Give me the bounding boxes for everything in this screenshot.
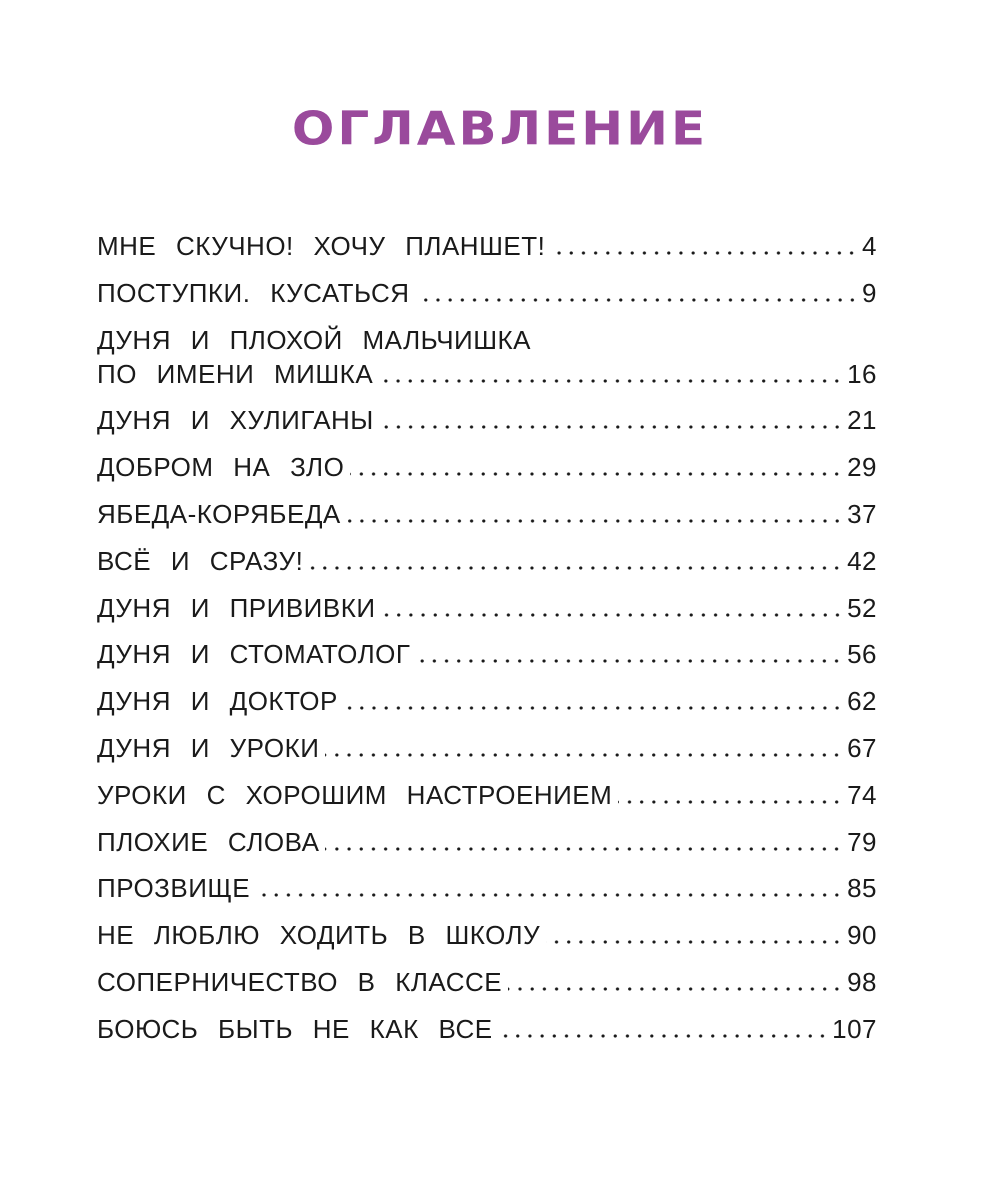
dot-leader (379, 379, 843, 383)
toc-entry[interactable] (97, 921, 877, 950)
dot-leader (325, 847, 843, 851)
toc-entry-title: ПРОЗВИЩЕ (97, 873, 251, 904)
toc-page-number: 37 (847, 498, 877, 529)
toc-entry-title: ПЛОХИЕ СЛОВА (97, 826, 320, 857)
toc-page-number: 79 (847, 826, 877, 857)
toc-page-number: 9 (862, 277, 877, 308)
toc-entry-title: ПОСТУПКИ. КУСАТЬСЯ (97, 277, 410, 308)
toc-entry[interactable] (97, 828, 877, 857)
dot-leader (551, 251, 858, 255)
toc-entry-title: НЕ ЛЮБЛЮ ХОДИТЬ В ШКОЛУ (97, 920, 541, 951)
toc-page-number: 42 (847, 545, 877, 576)
dot-leader (508, 987, 843, 991)
toc-entry[interactable] (97, 326, 877, 389)
dot-leader (416, 298, 858, 302)
dot-leader (499, 1034, 829, 1038)
dot-leader (382, 613, 844, 617)
toc-entry-title-line1: ДУНЯ И ПЛОХОЙ МАЛЬЧИШКА (97, 324, 532, 355)
dot-leader (618, 800, 843, 804)
dot-leader (344, 706, 843, 710)
toc-page-number: 67 (847, 732, 877, 763)
toc-page-number: 74 (847, 779, 877, 810)
toc-page-number: 62 (847, 686, 877, 717)
toc-entry-title: БОЮСЬ БЫТЬ НЕ КАК ВСЕ (97, 1013, 493, 1044)
toc-page-number: 107 (832, 1013, 877, 1044)
toc-page-number: 56 (847, 639, 877, 670)
dot-leader (256, 893, 843, 897)
toc-entry[interactable] (97, 232, 877, 261)
toc-page-number: 21 (847, 405, 877, 436)
toc-page-number: 98 (847, 966, 877, 997)
toc-entry[interactable] (97, 687, 877, 716)
toc-entry[interactable] (97, 1015, 877, 1044)
toc-page-number: 4 (862, 231, 877, 261)
toc-entry-title: ДУНЯ И ДОКТОР (97, 686, 338, 717)
page-title: ОГЛАВЛЕНИЕ (291, 102, 709, 156)
toc-page-number: 16 (847, 358, 877, 389)
toc-entry-title: ДУНЯ И ПРИВИВКИ (97, 592, 376, 623)
toc-entry[interactable] (97, 500, 877, 529)
toc-entry[interactable] (97, 640, 877, 669)
toc-entry[interactable] (97, 874, 877, 903)
toc-entry[interactable] (97, 453, 877, 482)
toc-entry[interactable] (97, 594, 877, 623)
dot-leader (347, 519, 843, 523)
toc-entry-title: ДОБРОМ НА ЗЛО (97, 452, 345, 483)
toc-entry-title: МНЕ СКУЧНО! ХОЧУ ПЛАНШЕТ! (97, 231, 546, 261)
dot-leader (546, 940, 843, 944)
toc-entry-title: ЯБЕДА-КОРЯБЕДА (97, 498, 341, 529)
toc-entry-title-line2: ПО ИМЕНИ МИШКА (97, 358, 374, 389)
toc-entry[interactable] (97, 547, 877, 576)
toc-entry[interactable] (97, 781, 877, 810)
table-of-contents (97, 232, 877, 1062)
toc-entry-title: ДУНЯ И СТОМАТОЛОГ (97, 639, 411, 670)
dot-leader (309, 566, 843, 570)
dot-leader (416, 659, 843, 663)
toc-entry-title: ВСЁ И СРАЗУ! (97, 545, 304, 576)
toc-entry-title: СОПЕРНИЧЕСТВО В КЛАССЕ (97, 966, 503, 997)
toc-page-number: 52 (847, 592, 877, 623)
dot-leader (380, 425, 843, 429)
toc-entry[interactable] (97, 968, 877, 997)
dot-leader (325, 753, 843, 757)
toc-page-number: 90 (847, 920, 877, 951)
toc-entry-title: ДУНЯ И ХУЛИГАНЫ (97, 405, 374, 436)
dot-leader (350, 472, 843, 476)
toc-page-number: 29 (847, 452, 877, 483)
toc-entry[interactable] (97, 279, 877, 308)
toc-entry[interactable] (97, 406, 877, 435)
toc-entry-title: УРОКИ С ХОРОШИМ НАСТРОЕНИЕМ (97, 779, 613, 810)
toc-entry[interactable] (97, 734, 877, 763)
toc-entry-title: ДУНЯ И УРОКИ (97, 732, 320, 763)
toc-page-number: 85 (847, 873, 877, 904)
